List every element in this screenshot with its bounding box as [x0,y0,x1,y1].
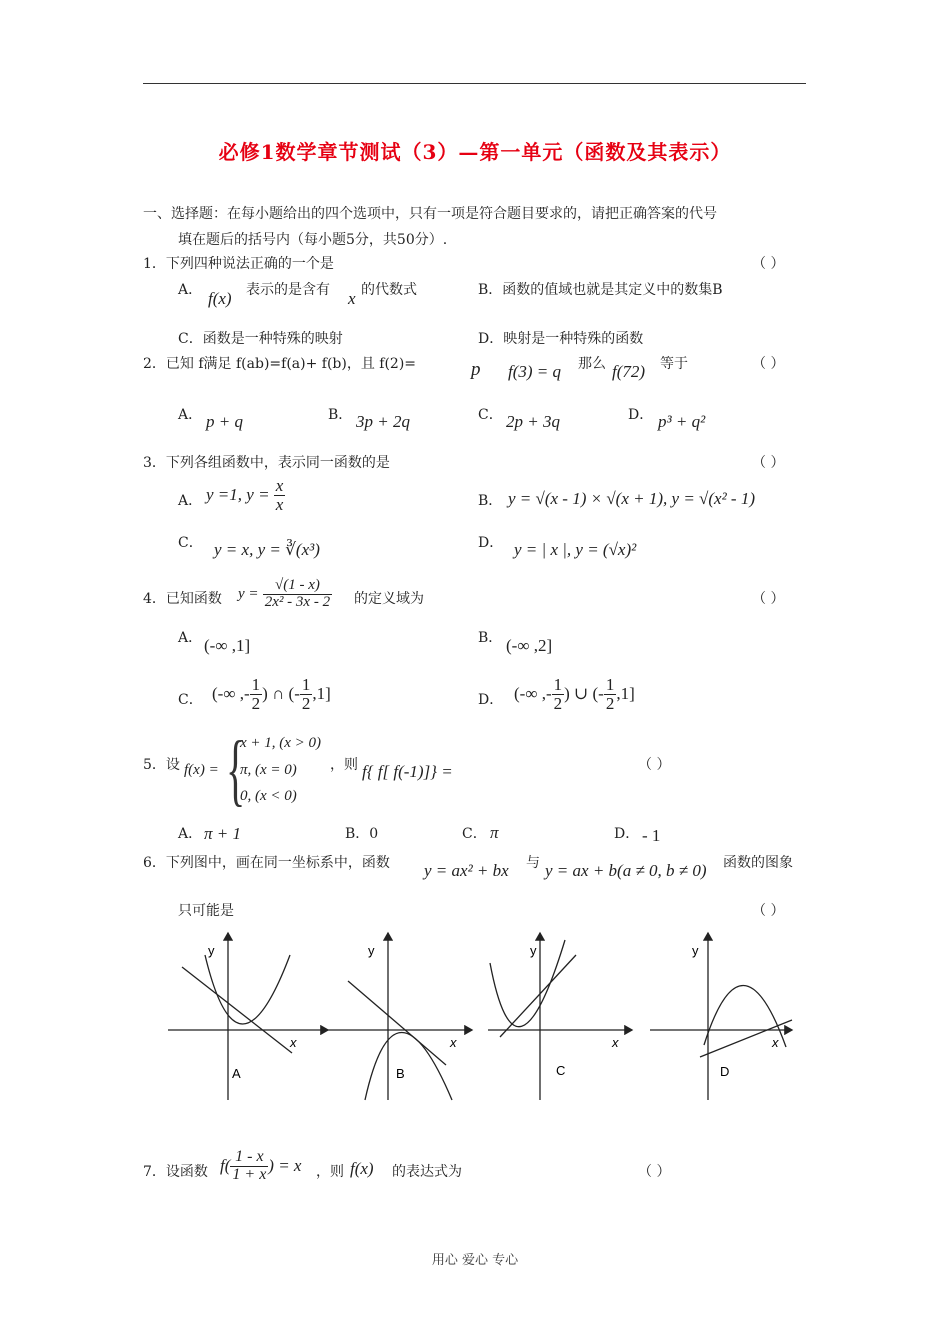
q1-stem: 1．下列四种说法正确的一个是 [143,256,334,272]
graph-c-x-label: x [612,1035,619,1050]
q5-answer-blank[interactable]: （ ） [638,757,671,773]
q4-den: 2x² - 3x - 2 [264,593,331,610]
graph-d-x-label: x [772,1035,779,1050]
q2-condition: f(3) = q [508,362,562,381]
q4-option-d-frac1-den: 2 [553,693,563,713]
q1-option-a-text2: 的代数式 [361,282,417,298]
q4-option-d-frac1-num: 1 [553,675,563,694]
q4-option-c-mid: ) ∩ (- [262,684,300,704]
q1-option-c: C．函数是一种特殊的映射 [178,331,343,347]
section-instruction-cont: 填在题后的括号内（每小题5分，共50分）. [178,232,448,248]
graph-b-y-label: y [368,943,375,958]
q1-option-a-var: x [348,289,356,308]
graph-c-option-label: C [556,1063,566,1078]
page-footer: 用心 爱心 专心 [431,1253,519,1268]
q5-expr: f{ f[ f(-1)]} = [362,762,453,781]
q4-option-c-post: ,1] [312,684,331,704]
q4-tail: 的定义域为 [354,591,424,607]
q6-graphs [160,925,820,1105]
q2-option-b-label: B． [328,407,353,423]
q7-mid: ，则 [316,1164,344,1180]
q4-option-c-label: C． [178,692,203,708]
graph-c-parabola [490,940,565,1027]
graph-b[interactable] [328,933,472,1100]
graph-a-option-label: A [232,1066,241,1081]
q5-option-a-label: A． [178,826,203,842]
q5-option-b: B．0 [345,826,379,842]
q5-case2: π, (x = 0) [240,762,297,778]
q5-case1: x + 1, (x > 0) [240,735,322,751]
q7-fx: f(x) [350,1159,374,1178]
graph-a-y-label: y [208,943,215,958]
q2-option-a: p + q [206,412,243,431]
q7-f: f( [220,1156,231,1176]
q4-option-c-pre: (-∞ ,- [212,684,250,704]
q2-equals: 等于 [660,356,688,372]
graph-c[interactable] [488,933,632,1100]
q1-option-a-label: A． [178,282,203,298]
q6-f1: y = ax² + bx [424,861,509,880]
q4-option-c-frac2-num: 1 [301,675,311,694]
q5-fx: f(x) = [184,762,219,778]
q3-option-a-den: x [275,494,284,514]
q4-num: √(1 - x) [263,578,332,595]
q2-p: p [471,359,481,380]
q4-option-d-pre: (-∞ ,- [514,684,552,704]
graph-d-y-label: y [692,943,699,958]
q3-option-a-label: A． [178,493,203,509]
page-title: 必修1数学章节测试（3）—第一单元（函数及其表示） [218,140,732,164]
q7-tail: 的表达式为 [392,1164,462,1180]
q3-option-d-label: D． [478,535,504,551]
q3-option-c-label: C． [178,535,203,551]
q2-option-a-label: A． [178,407,203,423]
section-instruction: 一、选择题：在每小题给出的四个选项中，只有一项是符合题目要求的，请把正确答案的代号 [143,206,717,222]
q7-stem: 7．设函数 [143,1164,208,1180]
graph-a-x-label: x [290,1035,297,1050]
q4-y: y = [238,585,259,602]
q3-option-b: y = √(x - 1) × √(x + 1), y = √(x² - 1) [508,489,755,508]
q3-option-c: y = x, y = ∛(x³) [214,540,320,559]
q6-and: 与 [526,855,540,871]
q1-answer-blank[interactable]: （ ） [752,256,785,272]
graph-d[interactable] [650,933,792,1100]
graph-b-x-label: x [450,1035,457,1050]
graph-a-line [182,967,292,1053]
q2-stem: 2．已知 f满足 f(ab)=f(a)+ f(b)，且 f(2)= [143,356,417,372]
q4-option-c-frac1-num: 1 [251,675,261,694]
q5-then: ，则 [330,757,358,773]
q5-option-c-label: C． [462,826,487,842]
q3-option-d: y = | x |, y = (√x)² [514,540,637,559]
q7-den: 1 + x [232,1165,267,1183]
q4-option-d-label: D． [478,692,504,708]
q7-function [220,1149,301,1184]
q1-option-d: D．映射是一种特殊的函数 [478,331,644,347]
q6-line2: 只可能是 [178,903,234,919]
q3-stem: 3．下列各组函数中，表示同一函数的是 [143,455,390,471]
q6-tail: 函数的图象 [723,855,793,871]
q4-option-d-post: ,1] [616,684,635,704]
q2-option-d: p³ + q² [658,412,706,431]
q1-option-a-fx: f(x) [208,289,232,308]
q4-option-d-frac2-den: 2 [605,693,615,713]
q2-option-d-label: D． [628,407,654,423]
q2-then: 那么 [578,356,606,372]
header-rule [143,83,806,84]
q4-option-c [212,676,331,713]
graph-d-option-label: D [720,1064,730,1079]
q4-option-c-frac2-den: 2 [301,693,311,713]
q4-option-d-mid: ) ∪ (- [564,684,604,704]
q2-option-b: 3p + 2q [356,412,410,431]
q5-brace: { [226,724,246,814]
graph-a-parabola [205,955,290,1024]
q4-function [238,578,332,611]
q3-option-a-pre: y =1, y = [206,485,270,505]
q6-answer-blank[interactable]: （ ） [752,903,785,919]
q2-answer-blank[interactable]: （ ） [752,356,785,372]
q7-answer-blank[interactable]: （ ） [638,1164,671,1180]
q3-option-b-label: B． [478,493,503,509]
q2-option-c-label: C． [478,407,503,423]
q2-f72: f(72) [612,362,646,381]
q4-option-b-label: B． [478,630,503,646]
q4-stem: 4．已知函数 [143,591,222,607]
q5-option-c: π [490,823,499,842]
q4-option-d [514,676,635,713]
q4-answer-blank[interactable]: （ ） [752,591,785,607]
graph-b-parabola [365,1033,452,1101]
q4-option-a-label: A． [178,630,203,646]
q5-case3: 0, (x < 0) [240,788,297,804]
q1-option-b: B．函数的值域也就是其定义中的数集B [478,282,723,298]
q5-option-d: - 1 [642,826,661,845]
graph-a[interactable] [168,933,328,1100]
q4-option-c-frac1-den: 2 [251,693,261,713]
q7-num: 1 - x [230,1149,268,1167]
graph-c-y-label: y [530,943,537,958]
graph-b-line [348,981,446,1065]
q4-option-b: (-∞ ,2] [506,636,553,655]
q5-option-a: π + 1 [204,824,241,843]
q1-option-a-text: 表示的是含有 [246,282,330,298]
q7-rhs: ) = x [268,1156,302,1176]
graph-c-line [500,955,576,1037]
q2-option-c: 2p + 3q [506,412,560,431]
q3-answer-blank[interactable]: （ ） [752,455,785,471]
q6-f2: y = ax + b(a ≠ 0, b ≠ 0) [545,861,707,880]
q3-option-a-num: x [275,476,284,495]
q5-stem: 5．设 [143,757,180,773]
q6-stem: 6．下列图中，画在同一坐标系中，函数 [143,855,390,871]
q3-option-a [206,477,285,514]
q4-option-a: (-∞ ,1] [204,636,251,655]
q4-option-d-frac2-num: 1 [605,675,615,694]
graph-b-option-label: B [396,1066,405,1081]
q5-option-d-label: D． [614,826,640,842]
